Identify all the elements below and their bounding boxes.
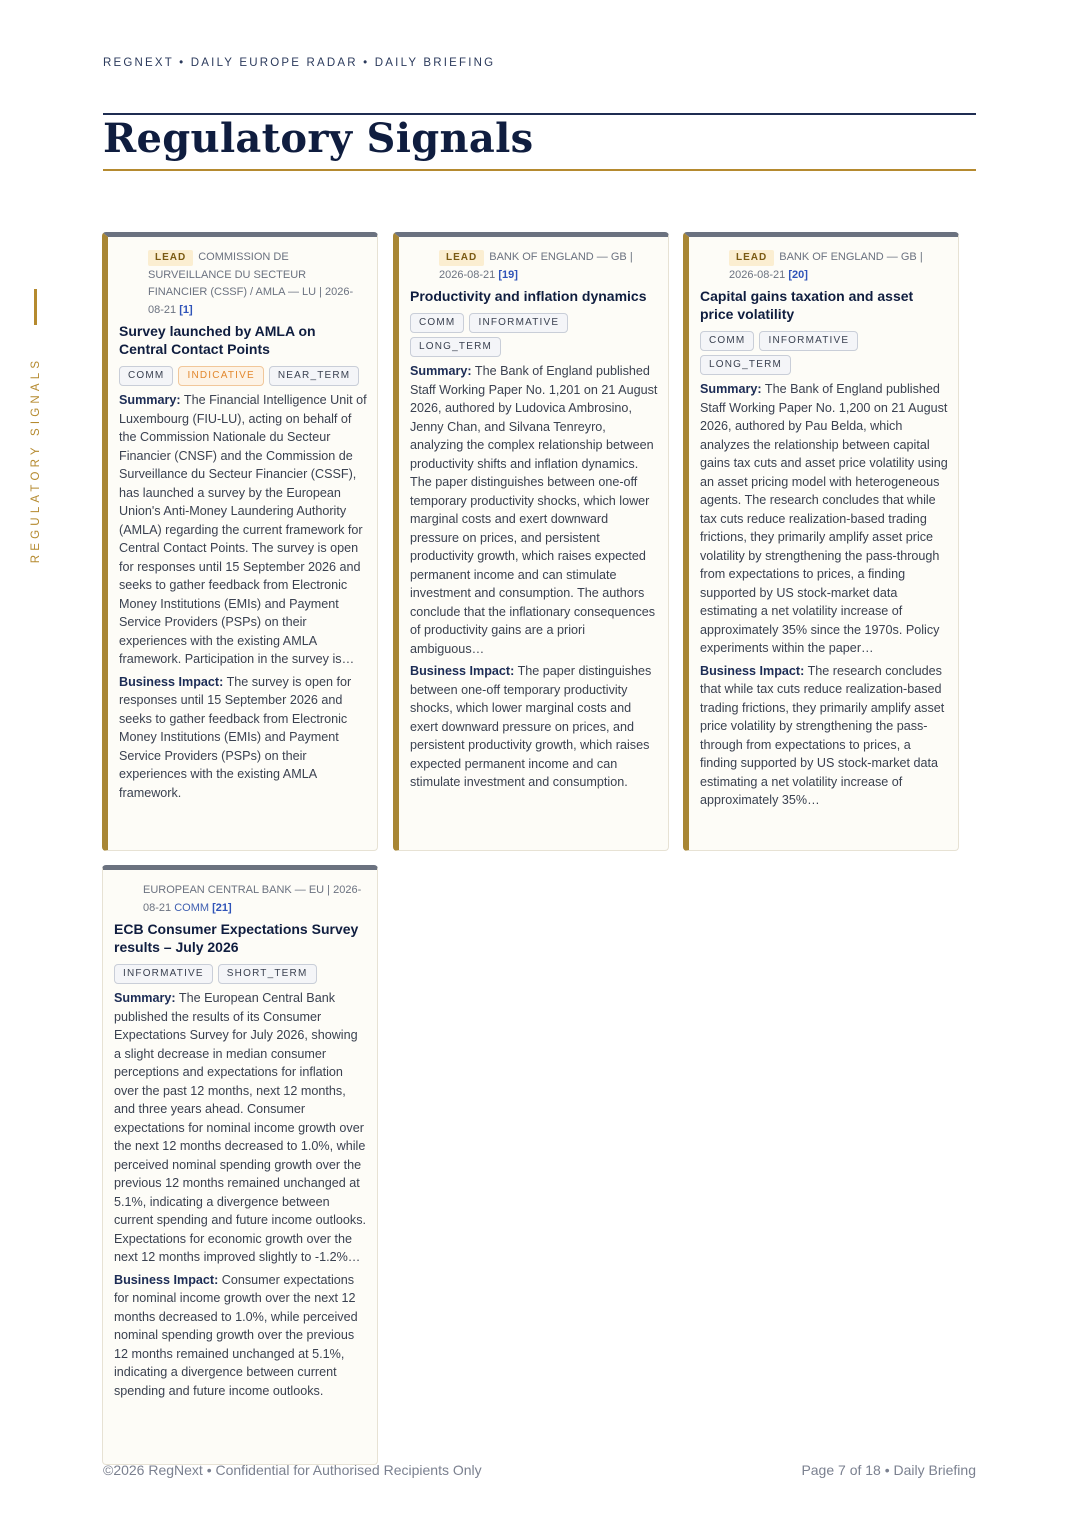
card-title: Survey launched by AMLA on Central Contact Points (119, 323, 316, 357)
card-meta (114, 882, 367, 917)
summary (114, 989, 367, 1267)
reference-link[interactable]: [1] (179, 303, 193, 316)
card-meta (410, 249, 658, 284)
tag: COMM (410, 313, 464, 333)
tag: SHORT_TERM (218, 964, 317, 984)
summary-label: Summary: (114, 991, 176, 1005)
signal-card (683, 232, 959, 851)
impact-text: Consumer expectations for nominal income growth over the next 12 months decreased to 1.0%, while perceived nominal spending growth over the previous 12 months remained unchanged at 5.1%, indicating a divergence between current spending and future income outlooks. (114, 1272, 358, 1398)
tag: COMM (119, 366, 173, 386)
lead-badge: LEAD (729, 250, 774, 266)
card-title: Productivity and inflation dynamics (410, 288, 647, 304)
tag-list (114, 961, 367, 985)
summary-label: Summary: (119, 393, 181, 407)
summary (700, 380, 948, 658)
summary (410, 362, 658, 658)
impact-text: The survey is open for responses until 15 September 2026 and seeks to gather feedback from Electronic Money Institutions (EMIs) and Payment Service Providers (PSPs) on their experiences with the existing AMLA framework. (119, 674, 352, 800)
card-title: ECB Consumer Expectations Survey results – July 2026 (114, 921, 359, 955)
business-impact (119, 673, 367, 803)
impact-label: Business Impact: (700, 663, 805, 678)
tag: INFORMATIVE (759, 331, 858, 351)
sidebar-accent-bar (34, 289, 37, 325)
summary-label: Summary: (410, 364, 472, 378)
signal-card (102, 232, 378, 851)
summary-text: The Bank of England published Staff Working Paper No. 1,201 on 21 August 2026, authored by Ludovica Ambrosino, Jenny Chan, and Silvana Tenreyro, analyzing the complex relationship between productivity shifts and inflation dynamics. The paper distinguishes between one-off temporary productivity shocks, which lower marginal costs and exert downward pressure on prices, and persistent productivity growth, which raises expected permanent income and can stimulate investment and consumption. The authors conclude that the inflationary consequences of productivity gains are a priori ambiguous… (410, 364, 658, 656)
reference-link[interactable]: [20] (788, 268, 808, 281)
summary-label: Summary: (700, 382, 762, 396)
card-meta (700, 249, 948, 284)
signal-card (393, 232, 669, 851)
tag: INFORMATIVE (114, 964, 213, 984)
tag-list (700, 328, 948, 376)
tag-list (119, 363, 367, 387)
business-impact (410, 662, 658, 792)
sidebar-section-label: REGULATORY SIGNALS (30, 356, 42, 564)
comm-label: COMM (174, 901, 210, 914)
tag: NEAR_TERM (269, 366, 359, 386)
impact-text: The research concludes that while tax cuts reduce realization-based trading frictions, they primarily amplify asset price volatility by strengthening the pass-through from expectations to prices, a finding supported by US stock-market data estimating a net volatility increase of approximately 35%… (700, 663, 945, 807)
signal-card (102, 865, 378, 1465)
source-date: BANK OF ENGLAND — GB | 2026-08-21 (729, 251, 923, 281)
summary-text: The European Central Bank published the results of its Consumer Expectations Survey for July 2026, showing a slight decrease in median consumer perceptions and expectations for inflation over the past 12 months, next 12 months, and three years ahead. Consumer expectations for nominal income growth over the next 12 months decreased to 1.0%, while perceived nominal spending growth over the previous 12 months remained unchanged at 5.1%, indicating a divergence between current spending and future income outlooks. Expectations for economic growth over the next 12 months improved slightly to -1.2%… (114, 991, 367, 1264)
summary-text: The Bank of England published Staff Working Paper No. 1,200 on 21 August 2026, authored by Pau Belda, which analyzes the relationship between capital gains tax cuts and asset price volatility using an asset pricing model with heterogeneous agents. The research concludes that while tax cuts reduce realization-based trading frictions, they primarily amplify asset price volatility by strengthening the pass-through from expectations to prices, a finding supported by US stock-market data estimating a net volatility increase of approximately 35% since the 1970s. Policy experiments within the paper… (700, 382, 948, 655)
impact-text: The paper distinguishes between one-off temporary productivity shocks, which lower marginal costs and exert downward pressure on prices, and persistent productivity growth, which raises expected permanent income and can stimulate investment and consumption. (410, 664, 652, 789)
footer-copyright: ©2026 RegNext • Confidential for Authorised Recipients Only (103, 1462, 482, 1478)
tag-list (410, 310, 658, 358)
footer-page-number: Page 7 of 18 • Daily Briefing (801, 1462, 976, 1478)
card-title: Capital gains taxation and asset price volatility (700, 288, 914, 322)
reference-link[interactable]: [19] (498, 268, 518, 281)
lead-badge: LEAD (439, 250, 484, 266)
tag: INDICATIVE (178, 366, 263, 386)
source-date: EUROPEAN CENTRAL BANK — EU | 2026-08-21 (143, 884, 362, 914)
source-date: BANK OF ENGLAND — GB | 2026-08-21 (439, 251, 633, 281)
card-meta (119, 249, 367, 319)
impact-label: Business Impact: (410, 664, 515, 678)
lead-badge: LEAD (148, 250, 193, 266)
title-rule-bottom (103, 169, 976, 171)
summary (119, 391, 367, 669)
tag: COMM (700, 331, 754, 351)
page-title: Regulatory Signals (103, 115, 534, 162)
business-impact (700, 662, 948, 810)
summary-text: The Financial Intelligence Unit of Luxembourg (FIU-LU), acting on behalf of the Commission Nationale du Secteur Financier (CNSF) and the Commission de Surveillance du Secteur Financier (CSSF), has launched a survey by the European Union's Anti-Money Laundering Authority (AMLA) regarding the current framework for Central Contact Points. The survey is open for responses until 15 September 2026 and seeks to gather feedback from Electronic Money Institutions (EMIs) and Payment Service Providers (PSPs) on their experiences with the existing AMLA framework. Participation in the survey is… (119, 393, 367, 666)
tag: LONG_TERM (700, 355, 791, 375)
tag: INFORMATIVE (469, 313, 568, 333)
header-kicker: REGNEXT • DAILY EUROPE RADAR • DAILY BRIEFING (103, 57, 496, 69)
impact-label: Business Impact: (114, 1272, 219, 1287)
business-impact (114, 1271, 367, 1401)
impact-label: Business Impact: (119, 674, 224, 689)
tag: LONG_TERM (410, 337, 501, 357)
reference-link[interactable]: [21] (212, 901, 232, 914)
source-date: COMMISSION DE SURVEILLANCE DU SECTEUR FINANCIER (CSSF) / AMLA — LU | 2026-08-21 (148, 251, 354, 316)
